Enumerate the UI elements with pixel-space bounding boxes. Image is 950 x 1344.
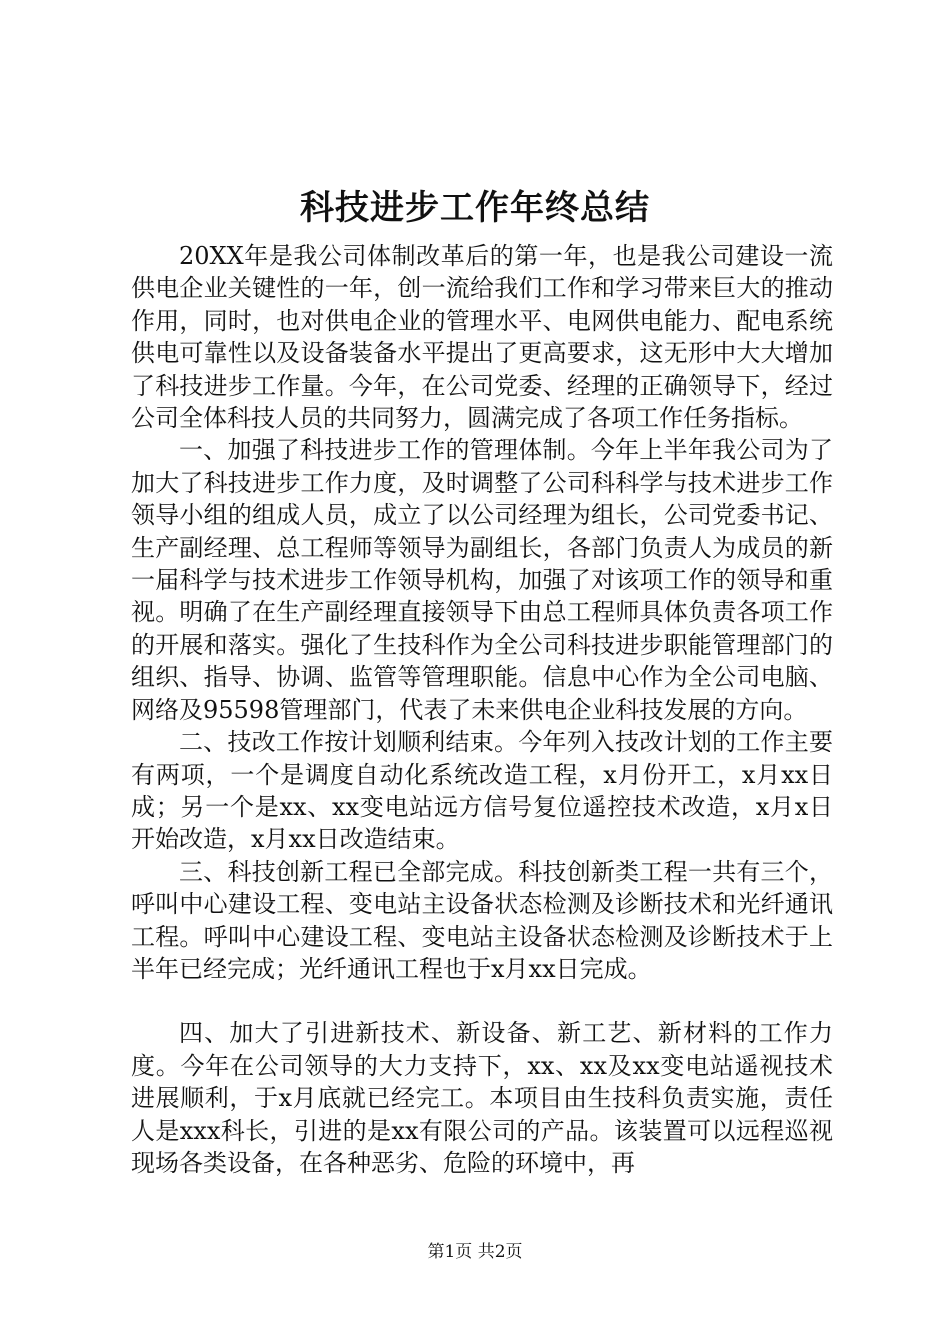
paragraph-section-1: 一、加强了科技进步工作的管理体制。今年上半年我公司为了加大了科技进步工作力度，及时调整了公司科科学与技术进步工作领导小组的组成人员，成立了以公司经理为组长，公司党委书记、生产副经理、总工程师等领导为副组长，各部门负责人为成员的新一届科学与技术进步工作领导机构，加强了对该项工作的领导和重视。明确了在生产副经理直接领导下由总工程师具体负责各项工作的开展和落实。强化了生技科作为全公司科技进步职能管理部门的组织、指导、协调、监管等管理职能。信息中心作为全公司电脑、网络及95598管理部门，代表了未来供电企业科技发展的方向。 <box>131 436 833 724</box>
paragraph-section-2: 二、技改工作按计划顺利结束。今年列入技改计划的工作主要有两项，一个是调度自动化系统改造工程，x月份开工，x月xx日成；另一个是xx、xx变电站远方信号复位遥控技术改造，x月x日开始改造，x月xx日改造结束。 <box>131 728 833 854</box>
paragraph-intro: 20XX年是我公司体制改革后的第一年，也是我公司建设一流供电企业关键性的一年，创一流给我们工作和学习带来巨大的推动作用，同时，也对供电企业的管理水平、电网供电能力、配电系统供电可靠性以及设备装备水平提出了更高要求，这无形中大大增加了科技进步工作量。今年，在公司党委、经理的正确领导下，经过公司全体科技人员的共同努力，圆满完成了各项工作任务指标。 <box>131 242 833 433</box>
paragraph-section-3: 三、科技创新工程已全部完成。科技创新类工程一共有三个，呼叫中心建设工程、变电站主设备状态检测及诊断技术和光纤通讯工程。呼叫中心建设工程、变电站主设备状态检测及诊断技术于上半年已经完成；光纤通讯工程也于x月xx日完成。 <box>131 857 833 983</box>
page-number-footer: 第1页 共2页 <box>427 1242 523 1262</box>
document-title: 科技进步工作年终总结 <box>300 188 650 228</box>
document-body <box>131 240 833 1179</box>
paragraph-section-4: 四、加大了引进新技术、新设备、新工艺、新材料的工作力度。今年在公司领导的大力支持下，xx、xx及xx变电站遥视技术进展顺利，于x月底就已经完工。本项目由生技科负责实施，责任人是xxx科长，引进的是xx有限公司的产品。该装置可以远程巡视现场各类设备，在各种恶劣、危险的环境中，再 <box>131 1019 833 1177</box>
